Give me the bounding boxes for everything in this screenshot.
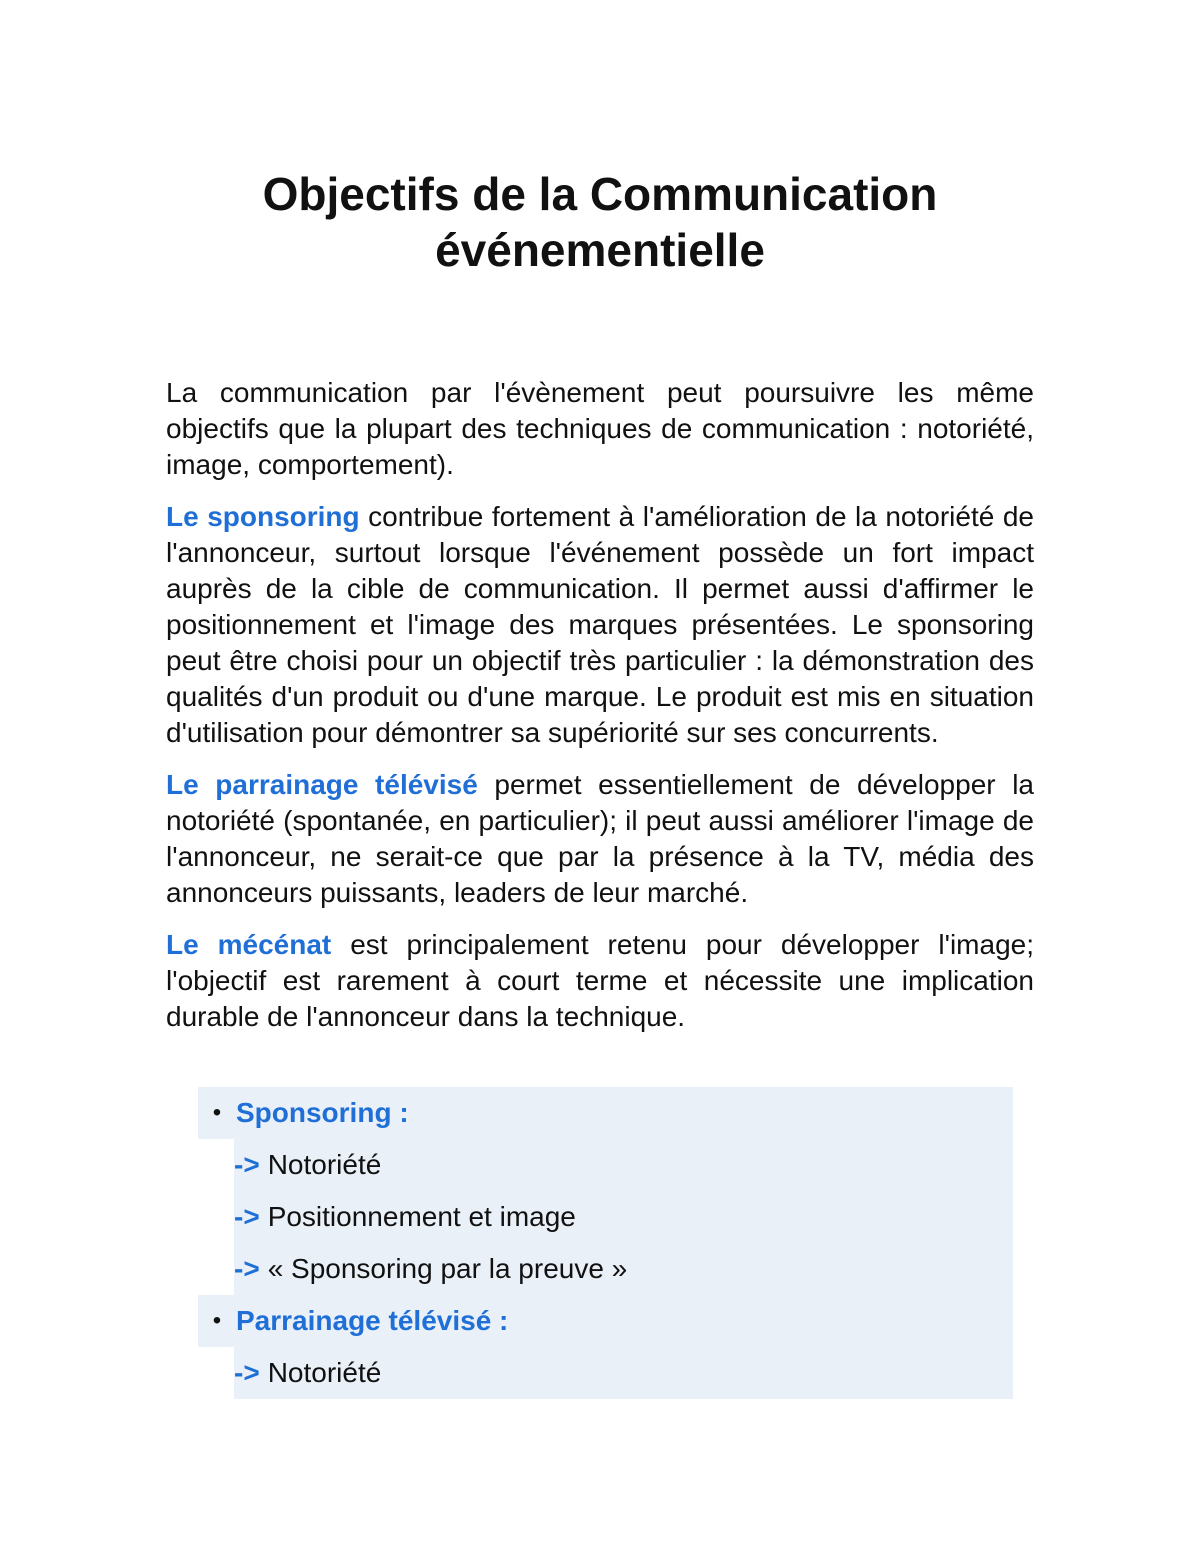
paragraph-lead: Le sponsoring [166, 501, 360, 532]
arrow-icon: -> [234, 1201, 260, 1232]
document-body [166, 375, 1034, 1051]
list-item-parrainage [198, 1295, 1013, 1347]
sub-item-text: Notoriété [267, 1357, 382, 1388]
intro-paragraph: La communication par l'évènement peut poursuivre les même objectifs que la plupart des techniques de communication : notoriété, image, comportement). [166, 377, 1034, 480]
paragraph-text: est principalement retenu pour développer l'image; l'objectif est rarement à court terme et nécessite une implication durable de l'annonceur dans la technique. [166, 929, 1034, 1032]
sub-item [234, 1191, 1013, 1243]
title-line-2: événementielle [435, 224, 765, 276]
arrow-icon: -> [234, 1253, 260, 1284]
list-item-sponsoring [198, 1087, 1013, 1139]
sub-item [234, 1243, 1013, 1295]
paragraph-text: permet essentiellement de développer la notoriété (spontanée, en particulier); il peut aussi améliorer l'image de l'annonceur, ne serait-ce que par la présence à la TV, média des annonceurs puissants, leaders de leur marché. [166, 769, 1034, 908]
paragraph-mecenat [166, 927, 1034, 1035]
sub-item-text: « Sponsoring par la preuve » [267, 1253, 628, 1284]
paragraph-sponsoring [166, 499, 1034, 751]
paragraph-lead: Le mécénat [166, 929, 332, 960]
bullet-label: Sponsoring : [236, 1097, 409, 1128]
arrow-icon: -> [234, 1149, 260, 1180]
bullet-label: Parrainage télévisé : [236, 1305, 509, 1336]
sub-item-text: Notoriété [267, 1149, 382, 1180]
summary-list [198, 1087, 1013, 1399]
arrow-icon: -> [234, 1357, 260, 1388]
document-title [150, 166, 1050, 278]
paragraph-lead: Le parrainage télévisé [166, 769, 478, 800]
paragraph-parrainage [166, 767, 1034, 911]
sub-item [234, 1139, 1013, 1191]
bullet-icon: • [212, 1099, 222, 1126]
sub-item-text: Positionnement et image [267, 1201, 576, 1232]
title-line-1: Objectifs de la Communication [262, 168, 938, 220]
paragraph-text: contribue fortement à l'amélioration de la notoriété de l'annonceur, surtout lorsque l'événement possède un fort impact auprès de la cible de communication. Il permet aussi d'affirmer le positionnement et l'image des marques présentées. Le sponsoring peut être choisi pour un objectif très particulier : la démonstration des qualités d'un produit ou d'une marque. Le produit est mis en situation d'utilisation pour démontrer sa supériorité sur ses concurrents. [166, 501, 1034, 748]
sub-item [234, 1347, 1013, 1399]
bullet-icon: • [212, 1307, 222, 1334]
